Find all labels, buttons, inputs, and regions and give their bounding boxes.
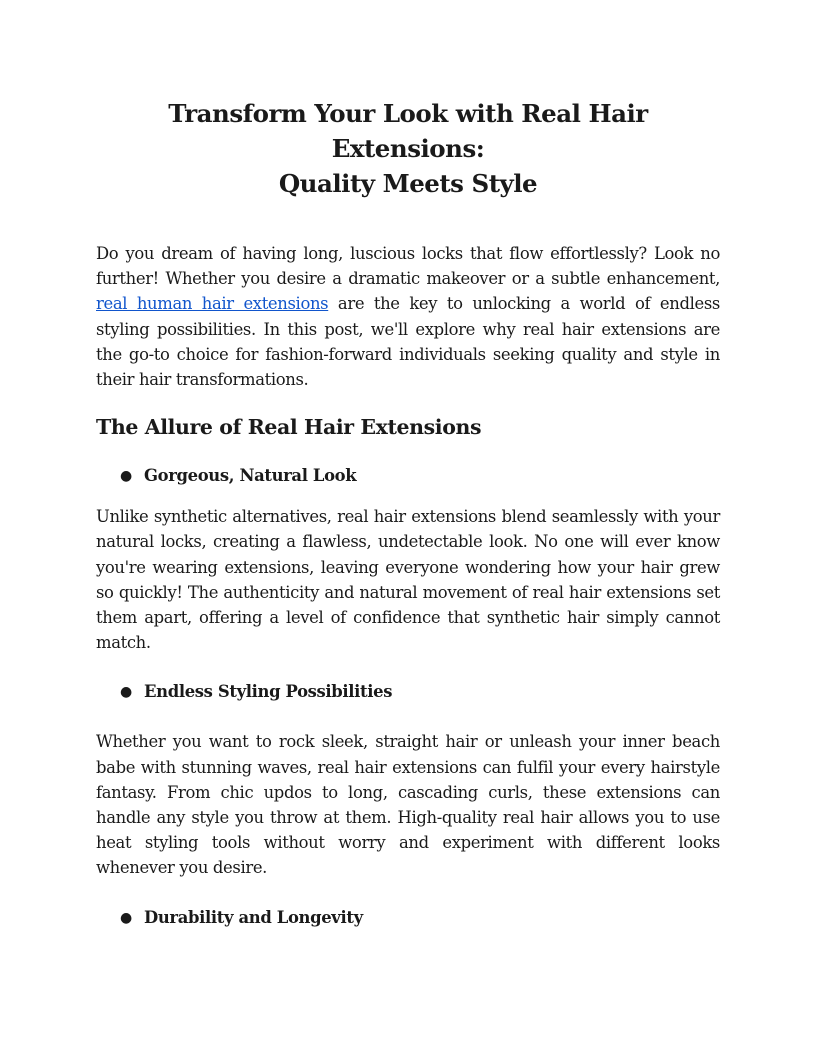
bullet-heading: Gorgeous, Natural Look <box>144 466 357 486</box>
bullet-heading: Endless Styling Possibilities <box>144 682 393 702</box>
bullet-dot-icon: ● <box>120 684 132 701</box>
bullet-dot-icon: ● <box>120 468 132 485</box>
title-line-2: Quality Meets Style <box>278 169 538 198</box>
bullet-dot-icon: ● <box>120 909 132 926</box>
bullet-list-styling <box>96 680 720 704</box>
real-human-hair-extensions-link[interactable]: real human hair extensions <box>96 294 329 314</box>
section-heading: The Allure of Real Hair Extensions <box>96 415 482 440</box>
styling-paragraph: Whether you want to rock sleek, straight hair or unleash your inner beach babe with stunning waves, real hair extensions can fulfil your every hairstyle fantasy. From chic updos to long, cascading curls, these extensions can handle any style you throw at them. High-quality real hair allows you to use heat styling tools without worry and experiment with different looks whenever you desire. <box>96 732 720 878</box>
bullet-item-natural-look <box>96 464 720 488</box>
bullet-item-durability <box>96 906 720 930</box>
intro-paragraph <box>96 241 720 392</box>
bullet-heading: Durability and Longevity <box>144 907 363 927</box>
intro-text-after-link: are the key to unlocking a world of endless styling possibilities. In this post, we'll explore why real hair extensions are the go-to choice for fashion-forward individuals seeking quality and style in their hair transformations. <box>96 294 720 390</box>
title-line-1: Transform Your Look with Real Hair Extensions: <box>168 99 648 163</box>
page-title <box>96 96 720 201</box>
bullet-item-styling <box>96 680 720 704</box>
bullet-list-durability <box>96 906 720 930</box>
document-page <box>96 0 720 930</box>
natural-look-paragraph: Unlike synthetic alternatives, real hair extensions blend seamlessly with your natural locks, creating a flawless, undetectable look. No one will ever know you're wearing extensions, leaving everyone wondering how your hair grew so quickly! The authenticity and natural movement of real hair extensions set them apart, offering a level of confidence that synthetic hair simply cannot match. <box>96 507 720 653</box>
intro-text-before-link: Do you dream of having long, luscious locks that flow effortlessly? Look no further! Whether you desire a dramatic makeover or a subtle enhancement, <box>96 244 720 289</box>
bullet-list-natural-look <box>96 464 720 488</box>
